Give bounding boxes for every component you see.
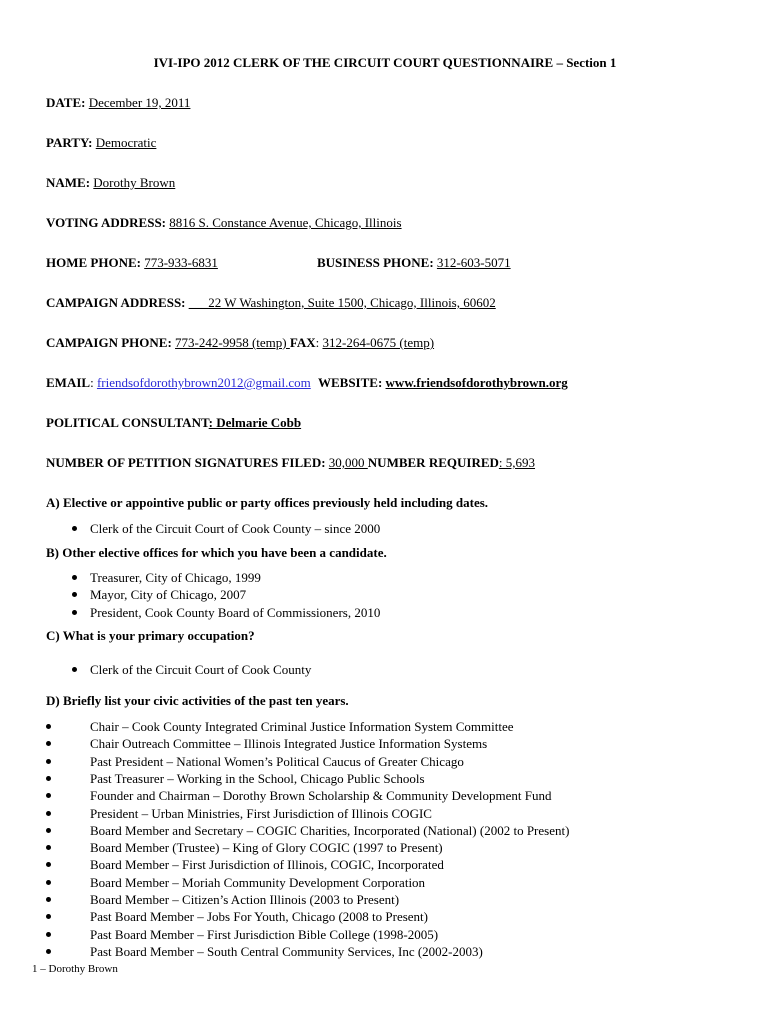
party-value: Democratic <box>95 135 157 150</box>
signatures-line <box>46 455 535 471</box>
required-label: NUMBER REQUIRED <box>367 455 499 470</box>
question-d: D) Briefly list your civic activities of the past ten years. <box>46 693 349 708</box>
email-line: EMAIL: friendsofdorothybrown2012@gmail.com WEBSITE: www.friendsofdorothybrown.org <box>46 375 568 390</box>
date-value: December 19, 2011 <box>88 95 191 110</box>
campaign-address-label: CAMPAIGN ADDRESS: <box>46 295 186 310</box>
list-item: President, Cook County Board of Commissioners, 2010 <box>90 605 381 620</box>
bullet-icon <box>46 776 51 781</box>
bullet-icon <box>46 932 51 937</box>
voting-address-value: 8816 S. Constance Avenue, Chicago, Illinois <box>169 215 402 230</box>
party-label: PARTY: <box>46 135 93 150</box>
list-item: Mayor, City of Chicago, 2007 <box>90 587 247 602</box>
name-value: Dorothy Brown <box>93 175 176 190</box>
list-item: Treasurer, City of Chicago, 1999 <box>90 570 261 585</box>
bullet-icon <box>46 914 51 919</box>
home-phone-line <box>46 255 218 271</box>
question-a: A) Elective or appointive public or party offices previously held including dates. <box>46 495 489 510</box>
list-item: Clerk of the Circuit Court of Cook County <box>90 662 312 677</box>
required-value: : 5,693 <box>498 455 536 470</box>
fax-label: FAX <box>289 335 316 350</box>
list-item: Board Member (Trustee) – King of Glory COGIC (1997 to Present) <box>90 840 443 856</box>
bullet-icon <box>46 741 51 746</box>
bullet-icon <box>46 845 51 850</box>
name-label: NAME: <box>46 175 91 190</box>
bullet-icon <box>46 862 51 867</box>
home-phone-value: 773-933-6831 <box>144 255 218 270</box>
list-item: Chair Outreach Committee – Illinois Integrated Justice Information Systems <box>90 736 488 752</box>
list-item: President – Urban Ministries, First Jurisdiction of Illinois COGIC <box>90 805 432 821</box>
voting-address-label: VOTING ADDRESS: <box>46 215 167 230</box>
email-link[interactable]: friendsofdorothybrown2012@gmail.com <box>96 375 311 390</box>
list-item: Board Member and Secretary – COGIC Charities, Incorporated (National) (2002 to Present) <box>90 822 570 838</box>
list-item: Past Board Member – Jobs For Youth, Chicago (2008 to Present) <box>90 909 428 925</box>
bullet-icon <box>46 759 51 764</box>
list-item: Past Treasurer – Working in the School, Chicago Public Schools <box>90 770 425 786</box>
question-b: B) Other elective offices for which you have been a candidate. <box>46 545 387 560</box>
bullet-icon <box>46 724 51 729</box>
bullet-icon <box>46 880 51 885</box>
question-c: C) What is your primary occupation? <box>46 628 255 643</box>
bullet-icon <box>72 592 77 597</box>
campaign-address-value: ___22 W Washington, Suite 1500, Chicago, Illinois, 60602 <box>188 295 496 310</box>
page-title: IVI-IPO 2012 CLERK OF THE CIRCUIT COURT QUESTIONNAIRE – Section 1 <box>153 55 617 70</box>
bullet-icon <box>46 811 51 816</box>
date-label: DATE: <box>46 95 86 110</box>
campaign-phone-label: CAMPAIGN PHONE: <box>46 335 172 350</box>
list-item: Past President – National Women’s Political Caucus of Greater Chicago <box>90 753 464 769</box>
website-label: WEBSITE: <box>317 375 383 390</box>
list-item: Past Board Member – First Jurisdiction Bible College (1998-2005) <box>90 926 439 942</box>
email-label: EMAIL <box>46 375 91 390</box>
list-item: Clerk of the Circuit Court of Cook County – since 2000 <box>90 521 381 536</box>
list-item: Past Board Member – South Central Community Services, Inc (2002-2003) <box>90 943 483 959</box>
signatures-value: 30,000 <box>328 455 368 470</box>
campaign-phone-value: 773-242-9958 (temp) <box>175 335 290 350</box>
bullet-icon <box>46 828 51 833</box>
consultant-line <box>46 415 301 431</box>
date-line <box>46 95 190 111</box>
list-item: Board Member – First Jurisdiction of Illinois, COGIC, Incorporated <box>90 857 444 873</box>
campaign-address-line <box>46 295 496 311</box>
list-item: Chair – Cook County Integrated Criminal Justice Information System Committee <box>90 719 514 734</box>
bullet-icon <box>46 897 51 902</box>
fax-value: 312-264-0675 (temp) <box>322 335 435 350</box>
bullet-icon <box>46 949 51 954</box>
website-link[interactable]: www.friendsofdorothybrown.org <box>385 375 568 390</box>
party-line <box>46 135 156 151</box>
signatures-label: NUMBER OF PETITION SIGNATURES FILED: <box>46 455 326 470</box>
list-item: Founder and Chairman – Dorothy Brown Scholarship & Community Development Fund <box>90 788 552 804</box>
bullet-icon <box>72 610 77 615</box>
list-item: Board Member – Moriah Community Development Corporation <box>90 874 426 890</box>
list-item: Board Member – Citizen’s Action Illinois (2003 to Present) <box>90 892 400 907</box>
business-phone-line <box>317 255 511 271</box>
bullet-icon <box>72 575 77 580</box>
campaign-phone-line: CAMPAIGN PHONE: 773-242-9958 (temp) FAX: 312-264-0675 (temp) <box>46 335 435 350</box>
voting-address-line <box>46 215 402 231</box>
page-footer: 1 – Dorothy Brown <box>32 963 118 975</box>
business-phone-value: 312-603-5071 <box>436 255 511 270</box>
bullet-icon <box>72 526 77 531</box>
consultant-label: POLITICAL CONSULTANT <box>46 415 209 430</box>
bullet-icon <box>72 667 77 672</box>
consultant-value: : Delmarie Cobb <box>208 415 302 430</box>
bullet-icon <box>46 793 51 798</box>
business-phone-label: BUSINESS PHONE: <box>317 255 434 270</box>
home-phone-label: HOME PHONE: <box>46 255 141 270</box>
name-line <box>46 175 175 191</box>
